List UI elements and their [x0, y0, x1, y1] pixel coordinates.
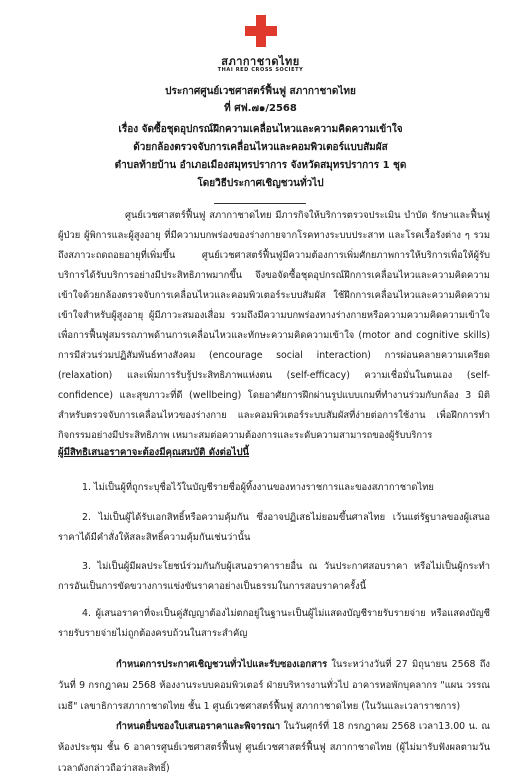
requirement-item: 2. ไม่เป็นผู้ได้รับเอกสิทธิ์หรือความคุ้มกัน ซึ่งอาจปฏิเสธไม่ยอมขึ้นศาลไทย เว้นแต่รัฐบาลของผู้เสนอราคาได้มีคำสั่งให้สละสิทธิ์ความคุ้มกันเช่นว่านั้น — [58, 512, 490, 543]
org-name-english: THAI RED CROSS SOCIETY — [217, 67, 304, 73]
requirement-item: 3. ไม่เป็นผู้มีผลประโยชน์ร่วมกันกับผู้เสนอราคารายอื่น ณ วันประกาศสอบราคา หรือไม่เป็นผู้กระทำการอันเป็นการขัดขวางการแข่งขันราคาอย่างเป็นธรรมในการสอบราคาครั้งนี้ — [58, 561, 490, 592]
subject-line-1: เรื่อง จัดซื้อชุดอุปกรณ์ฝึกความเคลื่อนไหวและความคิดความเข้าใจ — [118, 124, 403, 135]
requirements-title: ผู้มีสิทธิเสนอราคาจะต้องมีคุณสมบัติ ดังต่อไปนี้ — [58, 447, 250, 458]
document-number: ที่ ศฟ.๗๑/2568 — [224, 103, 297, 114]
bid-opening-paragraph — [58, 716, 490, 779]
red-cross-logo — [244, 14, 278, 48]
subject-line-3: ตำบลท้ายบ้าน อำเภอเมืองสมุทรปราการ จังหวัดสมุทรปราการ 1 ชุด — [114, 160, 407, 171]
subject-line-2: ด้วยกล้องตรวจจับการเคลื่อนไหวและคอมพิวเตอร์แบบสัมผัส — [133, 142, 388, 153]
org-name-thai: สภากาชาดไทย — [221, 55, 300, 68]
schedule-text: ในระหว่างวันที่ 27 มิถุนายน 2568 ถึงวันที่ 9 กรกฎาคม 2568 ห้องงานระบบคอมพิวเตอร์ ฝ่ายบริหารงานทั่วไป อาคารหอพักบุคลากร "แผน วรรณเมธี" เลขาธิการสภากาชาดไทย ชั้น 1 ศูนย์เวชศาสตร์ฟื้นฟู สภากาชาดไทย (ในวันและเวลาราชการ) — [58, 659, 490, 712]
subject-line-4: โดยวิธีประกาศเชิญชวนทั่วไป — [197, 178, 324, 189]
schedule-paragraph — [58, 654, 490, 717]
intro-paragraph: ศูนย์เวชศาสตร์ฟื้นฟู สภากาชาดไทย มีภารกิจให้บริการตรวจประเมิน บำบัด รักษาและฟื้นฟูผู้ป่วย ผู้พิการและผู้สูงอายุ ที่มีความบกพร่องของร่างกายจากโรคทางระบบประสาท และโรคเรื้อรังต่าง ๆ รวมถึงสภาวะถดถอยอายุที่เพิ่มขึ้น ศูนย์เวชศาสตร์ฟื้นฟูมีความต้องการเพิ่มศักยภาพการให้บริการเพื่อให้ผู้รับบริการได้รับบริการอย่างมีประสิทธิภาพมากขึ้น จึงขอจัดซื้อชุดอุปกรณ์ฝึกการเคลื่อนไหวและความคิดความเข้าใจด้วยกล้องตรวจจับการเคลื่อนไหวและคอมพิวเตอร์ระบบสัมผัส ใช้ฝึกการเคลื่อนไหวและความคิดความเข้าใจสำหรับผู้สูงอายุ ผู้มีภาวะสมองเสื่อม รวมถึงมีความบกพร่องทางร่างกายหรือความความคิดความเข้าใจ เพื่อการฟื้นฟูสมรรถภาพด้านการเคลื่อนไหวและทักษะความคิดความเข้าใจ (motor and cognitive skills) การมีส่วนร่วมปฏิสัมพันธ์ทางสังคม (encourage social interaction) การผ่อนคลายความเครียด (relaxation) และเพิ่มการรับรู้ประสิทธิภาพแห่งตน (self-efficacy) ความเชื่อมั่นในตนเอง (self-confidence) และสุขภาวะที่ดี (wellbeing) โดยอาศัยการฝึกผ่านรูปแบบเกมที่ทำงานร่วมกับกล้อง 3 มิติสำหรับตรวจจับการเคลื่อนไหวของร่างกาย และคอมพิวเตอร์ระบบสัมผัสที่ง่ายต่อการใช้งาน เพื่อฝึกการทำกิจกรรมอย่างมีประสิทธิภาพ เหมาะสมต่อความต้องการและระดับความสามารถของผู้รับบริการ — [58, 210, 490, 441]
bid-opening-text: ในวันศุกร์ที่ 18 กรกฎาคม 2568 เวลา13.00 น. ณ ห้องประชุม ชั้น 6 อาคารศูนย์เวชศาสตร์ฟื้นฟู ศูนย์เวชศาสตร์ฟื้นฟู สภากาชาดไทย (ผู้ไม่มารับฟังผลตามวันเวลาดังกล่าวถือว่าสละสิทธิ์) — [58, 721, 490, 774]
divider — [214, 203, 306, 204]
announcement-line: ประกาศศูนย์เวชศาสตร์ฟื้นฟู สภากาชาดไทย — [165, 86, 356, 97]
bid-opening-lead: กำหนดยื่นซองใบเสนอราคาและพิจารณา — [116, 721, 281, 732]
schedule-lead: กำหนดการประกาศเชิญชวนทั่วไปและรับซองเอกสาร — [116, 659, 328, 670]
requirement-item: 4. ผู้เสนอราคาที่จะเป็นคู่สัญญาต้องไม่ตกอยู่ในฐานะเป็นผู้ไม่แสดงบัญชีรายรับรายจ่าย หรือแสดงบัญชีรายรับรายจ่ายไม่ถูกต้องครบถ้วนในสาระสำคัญ — [58, 608, 490, 639]
requirement-item: 1. ไม่เป็นผู้ที่ถูกระบุชื่อไว้ในบัญชีรายชื่อผู้ทิ้งงานของทางราชการและของสภากาชาดไทย — [82, 482, 434, 493]
